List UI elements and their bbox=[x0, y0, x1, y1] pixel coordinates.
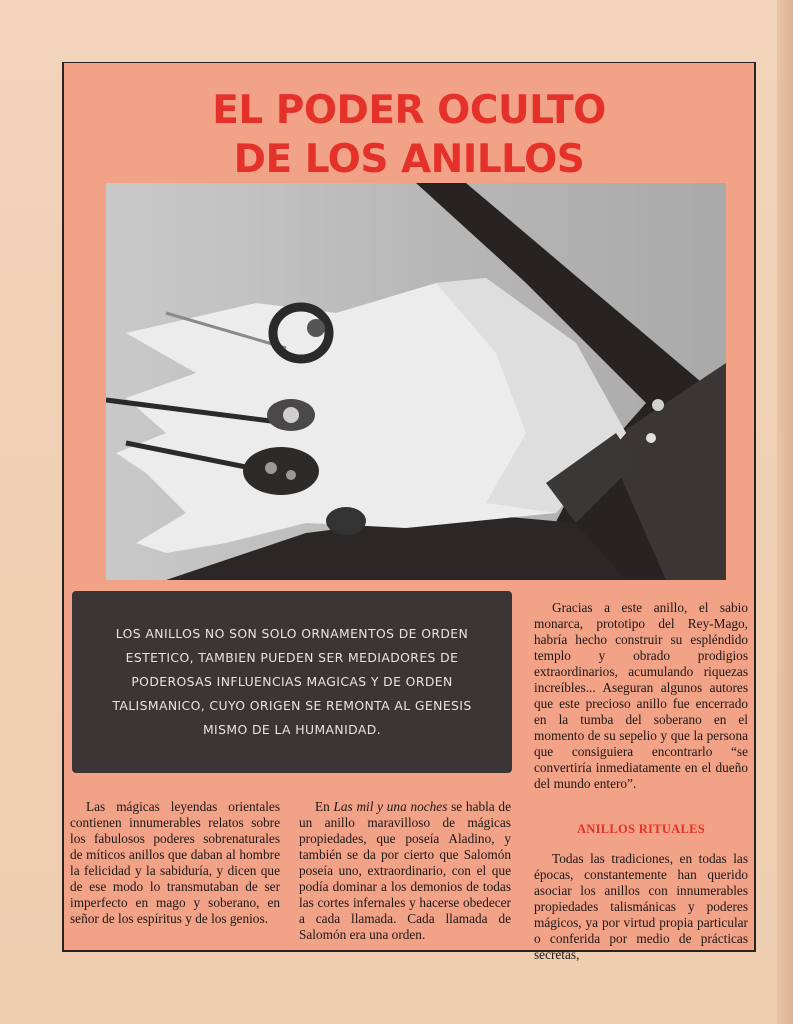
column-3-text-bottom: Todas las tradiciones, en todas las épocas, constantemente han querido asociar los anillos con innumerables propiedades talismánicas y poderes mágicos, ya por virtud propia particular o conferida por medio de prácticas secretas, bbox=[534, 851, 748, 962]
column-3-text-top: Gracias a este anillo, el sabio monarca, prototipo del Rey-Mago, habría hecho construir su espléndido templo y obrado prodigios extraordinarios, acumulando riquezas increíbles... Aseguran algunos autores que este precioso anillo fue encerrado en la tumba del soberano en el momento de su sepelio y que la persona que consiguiera encontrarlo “se convertiría inmediatamente en el dueño del mundo entero”. bbox=[534, 600, 748, 791]
title-line-1: EL PODER OCULTO bbox=[212, 88, 606, 133]
column-1-text: Las mágicas leyendas orientales contienen innumerables relatos sobre los fabulosos poderes sobrenaturales de míticos anillos que daban al hombre la felicidad y la sabiduría, y dicen que de ese modo lo transmutaban de ser imperfecto en mago y soberano, en señor de los espíritus y de los genios. bbox=[70, 799, 280, 926]
column-2-text bbox=[299, 799, 511, 943]
callout-text: LOS ANILLOS NO SON SOLO ORNAMENTOS DE ORDEN ESTETICO, TAMBIEN PUEDEN SER MEDIADORES DE PODEROSAS INFLUENCIAS MAGICAS Y DE ORDEN TALISMANICO, CUYO ORIGEN SE REMONTA AL GENESIS MISMO DE LA HUMANIDAD. bbox=[112, 626, 472, 737]
section-subheading: ANILLOS RITUALES bbox=[576, 822, 706, 836]
callout-box bbox=[72, 591, 512, 773]
book-title-italic: Las mil y una noches bbox=[333, 799, 448, 814]
title-line-2: DE LOS ANILLOS bbox=[233, 137, 585, 182]
page-spine-edge bbox=[777, 0, 793, 1024]
column-2-body: se habla de un anillo maravilloso de mágicas propiedades, que poseía Aladino, y también se da por cierto que Salomón poseía uno, extraordinario, con el que podía dominar a los demonios de todas las cortes infernales y hacerse obedecer a cada llamada. Cada llamada de Salomón era una orden. bbox=[299, 799, 511, 942]
ringed-hand-photo bbox=[106, 183, 726, 580]
article-title bbox=[62, 86, 756, 184]
column-2-intro: En bbox=[315, 799, 334, 814]
